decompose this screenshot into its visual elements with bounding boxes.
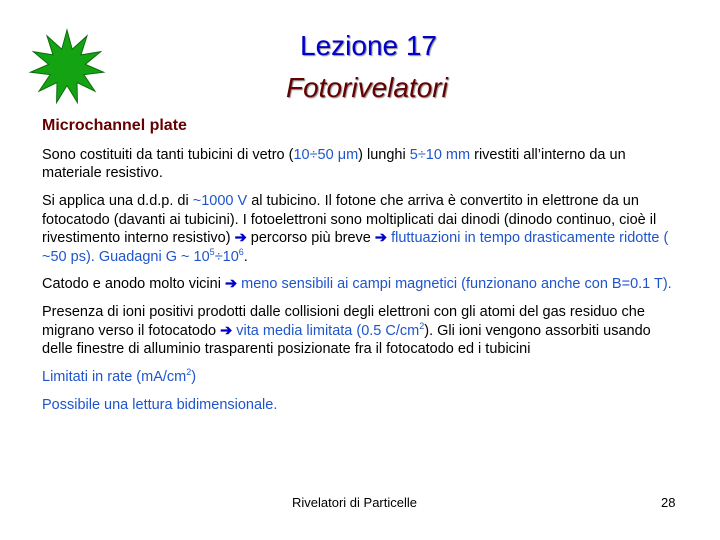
arrow-right-icon: ➔	[220, 322, 233, 339]
slide-body	[42, 146, 682, 424]
paragraph-ions: Presenza di ioni positivi prodotti dalle collisioni degli elettroni con gli atomi del gas residuo che migrano verso il fotocatodo ➔ vita media limitata (0.5 $C/cm^2$). Gli ioni vengono assorbiti usando delle finestre di alluminio trasparenti posizionate fra il fotocatodo ed i tubicini	[42, 304, 651, 358]
paragraph-structure: Sono costituiti da tanti tubicini di vetro (10÷50 μm) lunghi 5÷10 mm rivestiti all’interno da un materiale resistivo.	[42, 147, 626, 182]
page-number: 28	[661, 495, 676, 510]
arrow-right-icon: ➔	[374, 230, 388, 247]
lesson-subtitle: Fotorivelatori	[286, 72, 448, 103]
lesson-title: Lezione 17	[300, 30, 438, 61]
arrow-right-icon: ➔	[224, 276, 238, 293]
star-burst-logo-icon	[28, 28, 106, 106]
paragraph-magnetic: Catodo e anodo molto vicini ➔ meno sensibili ai campi magnetici (funzionano anche con B=0.1 T).	[42, 276, 672, 293]
footer-course-title: Rivelatori di Particelle	[292, 495, 417, 510]
arrow-right-icon: ➔	[234, 230, 247, 247]
paragraph-readout: Possibile una lettura bidimensionale.	[42, 396, 278, 413]
paragraph-operation: Si applica una d.d.p. di ~1000 V al tubicino. Il fotone che arriva è convertito in elettrone da un fotocatodo (davanti ai tubicini). I fotoelettroni sono moltiplicati dai dinodi (dinodo continuo, cioè il rivestimento interno resistivo) ➔ percorso più breve ➔ fluttuazioni in tempo drasticamente ridotte ( ~50 ps). Guadagni G ~ $10^5\div 10^6$.	[42, 193, 669, 265]
paragraph-rate: Limitati in rate $(mA/cm^2)$	[42, 367, 197, 386]
section-heading: Microchannel plate	[42, 117, 187, 134]
